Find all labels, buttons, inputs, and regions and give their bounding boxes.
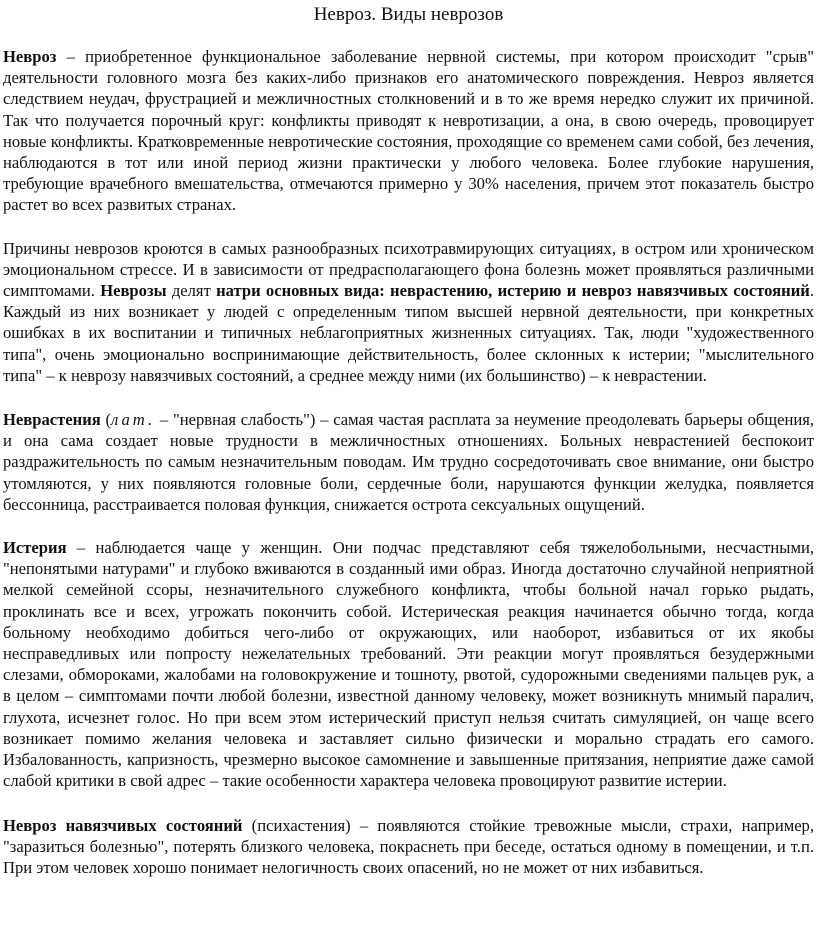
term-neurosis: Невроз (3, 47, 57, 66)
paragraph-hysteria (3, 537, 814, 791)
paragraph-text: – наблюдается чаще у женщин. Они подчас представляют себя тяжелобольными, несчастными, "непонятыми натурами" и глубоко вживаются в созданный ими образ. Иногда достаточно случайной неприятной мелкой семейной ссоры, незначительного служебного конфликта, чтобы больной начал горько рыдать, проклинать все и всех, угрожать покончить собой. Истерическая реакция начинается обычно тогда, когда больному необходимо добиться чего-либо от окружающих, или наоборот, избавиться от их якобы несправедливых или попросту нежелательных требований. Эти реакции могут проявляться безудержными слезами, обмороками, жалобами на головокружение и тошноту, рвотой, судорожными сведениями пальцев рук, а в целом – симптомами почти любой болезни, известной данному человеку, может возникнуть мнимый паралич, глухота, исчезнет голос. Но при всем этом истерический приступ нельзя считать симуляцией, он чаще всего возникает помимо желания человека и заставляет сильно физически и морально страдать его самого. Избалованность, капризность, чрезмерно высокое самомнение и завышенные притязания, неприятие даже самой слабой критики в свой адрес – такие особенности характера человека провоцируют развитие истерии. (3, 538, 814, 791)
paragraph-text: – приобретенное функциональное заболевание нервной системы, при котором происходит "срыв" деятельности головного мозга без каких-либо признаков его анатомического повреждения. Невроз является следствием неудач, фрустрацией и межличностных столкновений и в то же время нередко служит их причиной. Так что получается порочный круг: конфликты приводят к невротизации, а она, в свою очередь, провоцирует новые конфликты. Кратковременные невротические состояния, проходящие со временем сами собой, без лечения, наблюдаются в тот или иной период жизни практически у любого человека. Более глубокие нарушения, требующие врачебного вмешательства, отмечаются примерно у 30% населения, причем этот показатель быстро растет во всех развитых странах. (3, 47, 814, 215)
paragraph-neurasthenia (3, 409, 814, 515)
term-neuroses: Неврозы (100, 281, 167, 301)
paragraph-text: делят (166, 281, 217, 301)
paragraph-text: – "нервная слабость") – самая частая расплата за неумение преодолевать барьеры общения, и она сама создает новые трудности в межличностных отношениях. Больных неврастенией беспокоит раздражительность по самым незначительным поводам. Им трудно сосредоточивать свое внимание, они быстро утомляются, у них появляются головные боли, сердечные боли, нарушаются функции желудка, появляется бессонница, расстраивается половая функция, снижается острота сексуальных ощущений. (3, 410, 814, 514)
page-title: Невроз. Виды неврозов (313, 4, 504, 25)
term-obsessive-states: Невроз навязчивых состояний (3, 815, 243, 835)
paragraph-neurosis-definition (3, 46, 814, 216)
paragraph-text: . Каждый из них возникает у людей с определенным типом высшей нервной деятельности, при конкретных ошибках в их воспитании и типичных неблагоприятных жизненных ситуациях. Так, люди "художественного типа", очень эмоционально воспринимающие действительность, более склонных к истерии; "мыслительного типа" – к неврозу навязчивых состояний, а среднее между ними (их большинство) – к неврастении. (3, 281, 814, 385)
latin-abbreviation: лат. (111, 410, 156, 430)
paragraph-text: (психастения) – появляются стойкие тревожные мысли, страхи, например, "заразиться болезнью", потерять близкого человека, покраснеть при беседе, остаться одному в помещении, и т.п. При этом человек хорошо понимает нелогичность своих опасений, но не может от них избавиться. (3, 815, 815, 877)
paragraph-text: ( (100, 410, 112, 430)
neurosis-types-highlight: натри основных вида: неврастению, истерию и невроз навязчивых состояний (216, 281, 810, 301)
paragraph-neurosis-causes (3, 238, 814, 386)
paragraph-text: Причины неврозов кроются в самых разнообразных психотравмирующих ситуациях, в остром или хроническом эмоциональном стрессе. И в зависимости от предрасполагающего фона болезнь может проявляться различными симптомами. (3, 238, 814, 301)
term-neurasthenia: Неврастения (3, 410, 101, 430)
paragraph-obsessive-states (3, 815, 814, 879)
term-hysteria: Истерия (3, 538, 67, 558)
